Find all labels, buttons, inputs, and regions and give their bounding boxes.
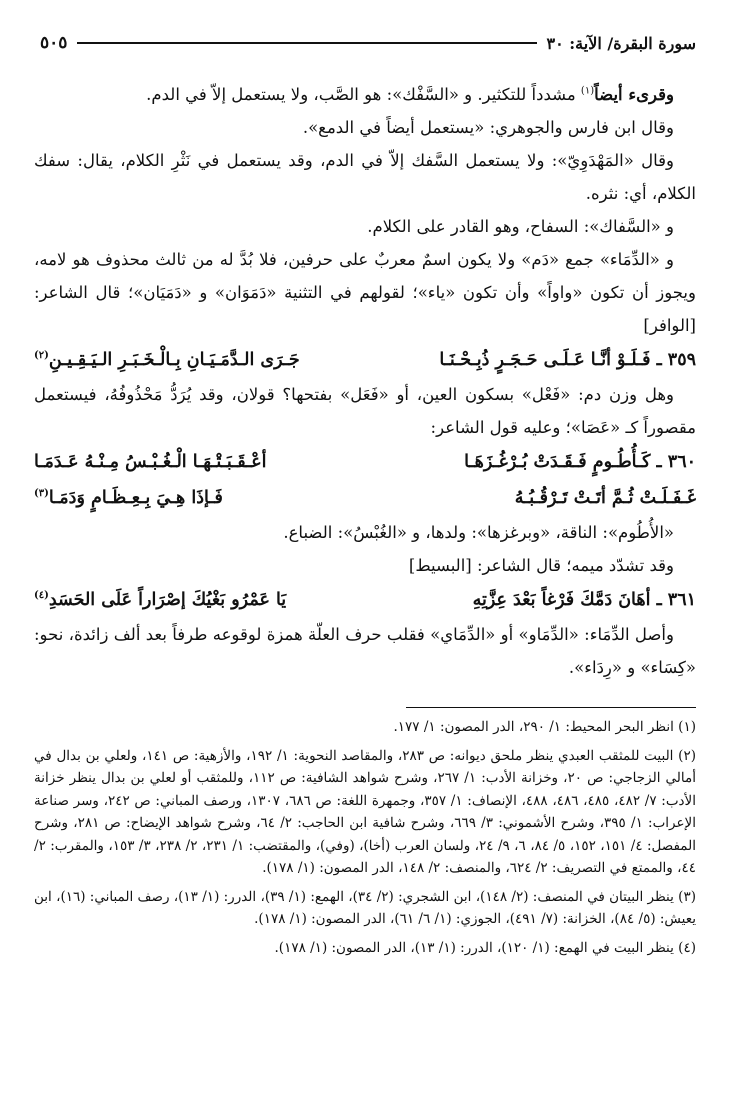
footnote-ref-3[interactable]: (٣) [34, 488, 49, 500]
paragraph-6: وهل وزن دم: «فَعْل» بسكون العين، أو «فَعَل» بفتحها؟ قولان، وقد يُرَدُّ مَحْذُوفُهُ، فيستعمل مقصوراً كـ «عَصَا»؛ وعليه قول الشاعر: [34, 385, 696, 437]
verse-360a-first-hemistich: ٣٦٠ ـ كَـأُطُـومٍ فَـقَـدَتْ بُـرْغُـزَهَـا [464, 452, 696, 472]
paragraph-2: وقال ابن فارس والجوهري: «يستعمل أيضاً في الدمع». [302, 118, 674, 137]
verse-361-second-text: يَا عَمْرُو بَغْيُكَ إصْرَاراً عَلَى الحَسَدِ [48, 590, 287, 610]
paragraph-9: وأصل الدِّمَاء: «الدِّمَاو» أو «الدِّمَاي» فقلب حرف العلّة همزة لوقوعه طرفاً بعد ألف زائدة، نحو: «كِسَاء» و «رِدَاء». [34, 625, 696, 677]
verse-360b-second-hemistich [34, 480, 223, 516]
verse-359-first-hemistich: ٣٥٩ ـ فَـلَـوْ أنَّـا عَـلَـى حَـجَـرٍ ذُبِـحْـنَـا [439, 350, 696, 370]
verse-360-line-1 [34, 444, 696, 480]
page-number: ٥٠٥ [40, 33, 68, 53]
verse-360b-first-hemistich: غَـفَـلَـتْ ثُـمَّ أتَـتْ تَـرْقُـبُـهُ [514, 488, 696, 508]
footnote-ref-2[interactable]: (٢) [34, 350, 49, 362]
paragraph-8: وقد تشدّد ميمه؛ قال الشاعر: [البسيط] [408, 556, 674, 575]
header-rule [77, 42, 536, 44]
verse-361 [34, 582, 696, 618]
verse-359 [34, 342, 696, 378]
running-header [40, 30, 696, 56]
footnote-ref-4[interactable]: (٤) [34, 590, 49, 602]
footnote-1: (١) انظر البحر المحيط: ١/ ٢٩٠، الدر المصون: ١/ ١٧٧. [393, 719, 696, 735]
header-title: سورة البقرة/ الآية: ٣٠ [546, 33, 696, 53]
footnotes [34, 716, 696, 965]
paragraph-3: وقال «المَهْدَوِيّ»: ولا يستعمل السَّفك إلاّ في الدم، وقد يستعمل في نَثْرِ الكلام، يقال: سفك الكلام، أي: نثره. [34, 151, 696, 203]
paragraph-7: «الأُطُوم»: الناقة، «وبرغزها»: ولدها، و «الغُبْسُ»: الضباع. [283, 523, 674, 542]
verse-360b-second-text: فَـإذَا هِـيَ بِـعِـظَـامٍ وَدَمَـا [48, 488, 223, 508]
verse-359-second-text: جَـرَى الـدَّمَـيَـانِ بِـالْـخَـبَـرِ الـيَـقِـيـنِ [48, 350, 300, 370]
verse-359-second-hemistich [34, 342, 300, 378]
verse-361-first-hemistich: ٣٦١ ـ أهَانَ دَمَّكَ فَرْغاً بَعْدَ عِزَّتِهِ [472, 590, 696, 610]
verse-360-line-2 [34, 480, 696, 516]
footnote-3: (٣) ينظر البيتان في المنصف: (٢/ ١٤٨)، ابن الشجري: (٢/ ٣٤)، الهمع: (١/ ٣٩)، الدرر: (١/ ١٣)، رصف المباني: (١٦)، ابن يعيش: (٥/ ٨٤)، الخزانة: (٧/ ٤٩١)، الجوزي: (١/ ٦/ ٦١)، الدر المصون: (١/ ١٧٨). [34, 888, 696, 927]
paragraph-1 [34, 78, 696, 111]
qiraah-lead: وقرىء أيضاً [594, 85, 674, 104]
paragraph-4: و «السَّفاك»: السفاح، وهو القادر على الكلام. [367, 217, 674, 236]
paragraph-1-text: مشدداً للتكثير. و «السَّفْك»: هو الصَّب، ولا يستعمل إلاّ في الدم. [146, 85, 581, 104]
main-text [34, 78, 696, 684]
footnote-ref-1[interactable]: (١) [580, 85, 595, 97]
footnote-separator [406, 707, 696, 708]
paragraph-5: و «الدِّمَاء» جمع «دَم» ولا يكون اسمٌ معربٌ على حرفين، فلا بُدَّ له من ثالث محذوف هو لامه، ويجوز أن تكون «واواً» وأن تكون «ياء»؛ لقولهم في التثنية «دَمَوَان» و «دَمَيَان»؛ قال الشاعر: [الوافر] [34, 250, 696, 335]
footnote-2: (٢) البيت للمثقب العبدي ينظر ملحق ديوانه: ص ٢٨٣، والمقاصد النحوية: ١/ ١٩٢، والأزهية: ص ١٤١، ولعلي بن بدال في أمالي الزجاجي: ص ٢٠، وخزانة الأدب: ١/ ٢٦٧، وشرح شواهد الشافية: ص ١١٢، وللمثقب أو لعلي بن بدال ينظر خزانة الأدب: ٧/ ٤٨٢، ٤٨٥، ٤٨٦، ٤٨٨، الإنصاف: ١/ ٣٥٧، وجمهرة اللغة: ص ٦٨٦، ١٣٠٧، ورصف المباني: ص ٢٤٢، وسر صناعة الإعراب: ١/ ٣٩٥، وشرح الأشموني: ٣/ ٦٦٩، وشرح شافية ابن الحاجب: ٢/ ٦٤، وشرح شواهد الإيضاح: ص ٢٨١، وشرح المفصل: ٤/ ١٥١، ١٥٢، ٥/ ٨٤، ٦، ٩/ ٢٤، ولسان العرب (أخا)، (وفي)، والمقتضب: ١/ ٢٣١، ٢/ ٢٣٨، ٣/ ١٥٣، والمقرب: ٢/ ٤٤، والممتع في التصريف: ٢/ ٦٢٤، والمنصف: ٢/ ١٤٨، الدر المصون: (١/ ١٧٨). [34, 747, 696, 876]
verse-361-second-hemistich [34, 582, 286, 618]
verse-360a-second-hemistich: أعْـقَـبَـتْـهَـا الْـغُـبْـسُ مِـنْـهُ عَـدَمَـا [34, 452, 267, 472]
footnote-4: (٤) ينظر البيت في الهمع: (١/ ١٢٠)، الدرر: (١/ ١٣)، الدر المصون: (١/ ١٧٨). [274, 939, 696, 956]
